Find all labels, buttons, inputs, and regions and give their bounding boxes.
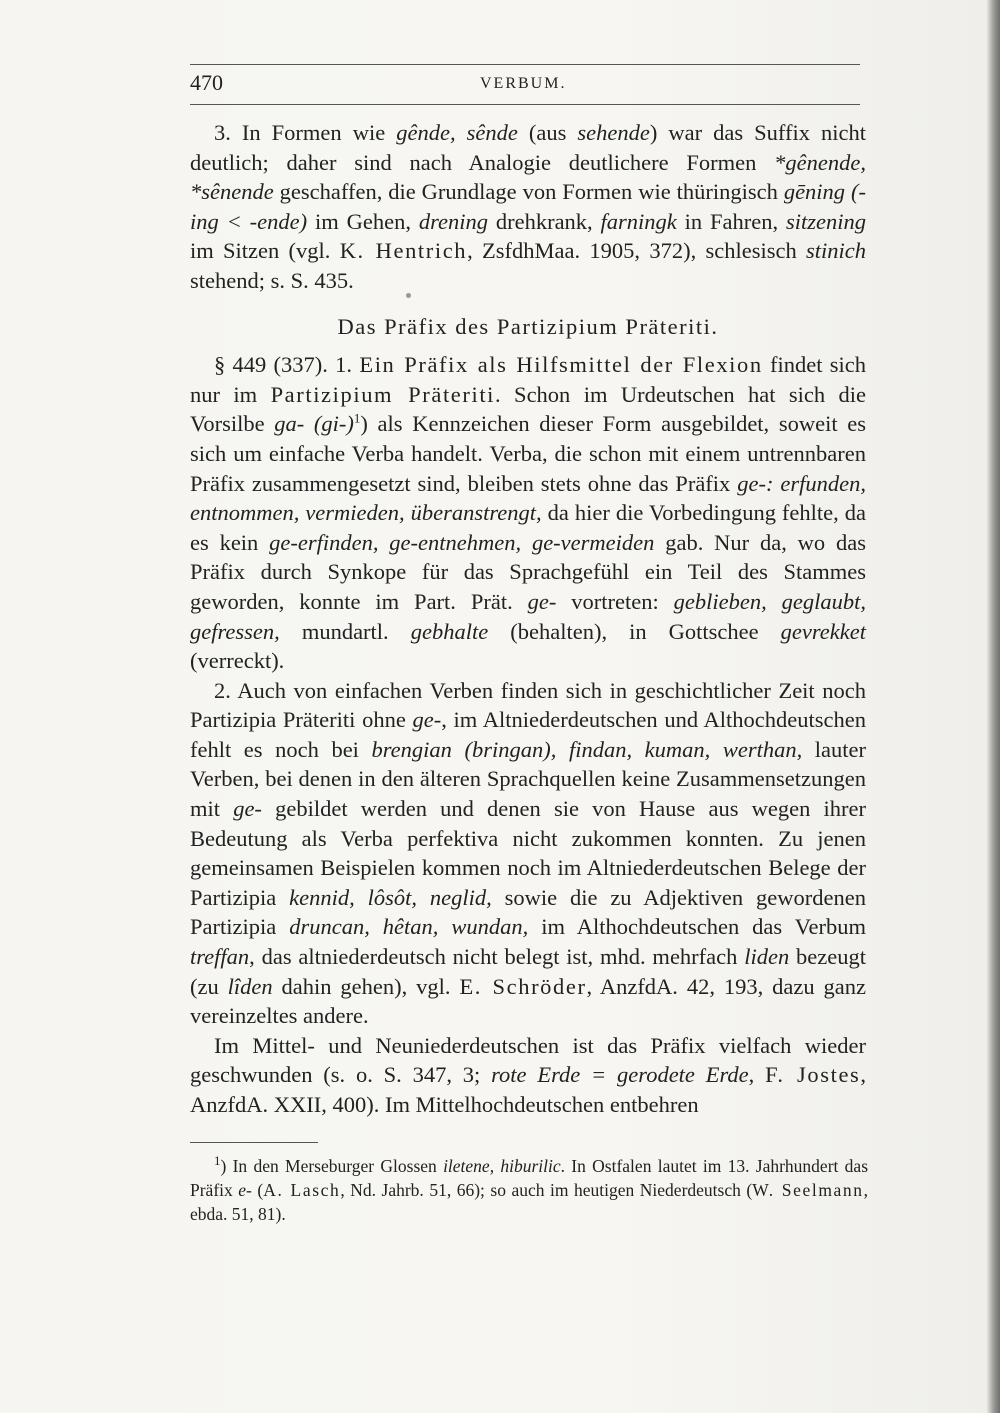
italic-term: drening xyxy=(418,208,488,234)
italic-term: liden xyxy=(744,944,790,970)
text-run: 3. xyxy=(214,120,231,145)
header-rule-bottom xyxy=(190,104,860,105)
text-run: stehend; s. S. 435. xyxy=(190,267,354,293)
text-run: , AnzfdA. XXII, 400). Im Mittelhochdeutschen entbehren xyxy=(190,1062,867,1117)
paragraph-point-2 xyxy=(190,676,866,1031)
italic-term: gēning (-ing < -ende) xyxy=(190,179,866,234)
italic-term: ge-: erfunden, entnommen, vermieden, überanstrengt, xyxy=(190,470,866,526)
paragraph-closing xyxy=(190,1031,866,1120)
text-run: , im Altniederdeutschen und Althochdeutschen fehlt es noch bei xyxy=(190,707,866,762)
text-run: bezeugt (zu xyxy=(190,944,866,999)
italic-term: ge- xyxy=(412,707,442,733)
italic-term: sehende xyxy=(577,120,650,145)
italic-term: *gênende, *sênende xyxy=(190,149,866,205)
text-run: In Formen wie xyxy=(230,120,397,145)
text-run: mundartl. xyxy=(279,618,411,644)
text-run: im Sitzen (vgl. xyxy=(190,238,340,264)
text-run: . Schon im Urdeutschen hat sich die Vorsilbe xyxy=(190,381,867,437)
text-run: , ZsfdhMaa. 1905, 372), schlesisch xyxy=(467,238,806,264)
text-run: § 449 (337). 1. xyxy=(214,352,360,378)
text-run: drehkrank, xyxy=(487,208,601,234)
spaced-author: E. Schröder xyxy=(459,973,587,999)
text-run: dahin gehen), vgl. xyxy=(272,973,460,999)
italic-term: gevrekket xyxy=(780,618,866,644)
footnote-mark: 1 xyxy=(214,1153,221,1169)
text-run: ) als Kennzeichen dieser Form ausgebildet, soweit es sich um einfache Verba handelt. Verba, die schon mit einem untrennbaren Präfix zusammengesetzt sind, bleiben stets ohne das Präfix xyxy=(190,411,866,496)
text-run: , das altniederdeutsch nicht belegt ist, mhd. mehrfach xyxy=(249,944,745,970)
italic-term: ge- xyxy=(233,796,262,822)
italic-term: ga- (gi-) xyxy=(274,411,354,437)
italic-term: treffan xyxy=(190,944,250,970)
text-run: , xyxy=(748,1062,766,1088)
text-run: in Fahren, xyxy=(676,208,786,234)
text-run: gab. Nur da, wo das Präfix durch Synkope für das Sprachgefühl ein Teil des Stammes geworden, konnte im Part. Prät. xyxy=(190,529,866,614)
italic-term: brengian (bringan), findan, kuman, werthan, xyxy=(371,736,803,762)
italic-term: ge-erfinden, ge-entnehmen, ge-vermeiden xyxy=(269,529,655,555)
text-run: gebildet werden und denen sie von Hause aus wegen ihrer Bedeutung als Verba perfektiva nicht zukommen konnten. Zu jenen gemeinsamen Beispielen kommen noch im Altniederdeutschen Belege der Partizipia xyxy=(190,796,866,910)
text-run: , Nd. Jahrb. 51, 66); so auch im heutigen Niederdeutsch ( xyxy=(340,1180,753,1200)
spaced-author: A. Lasch xyxy=(263,1180,341,1200)
spaced-emphasis: Partizipium Präteriti xyxy=(270,381,496,407)
text-run: (verreckt). xyxy=(190,648,285,674)
spaced-author: K. Hentrich xyxy=(339,238,468,264)
text-run: ) In den Merseburger Glossen xyxy=(220,1156,444,1176)
italic-term: iletene, hiburilic xyxy=(443,1156,561,1176)
running-title: VERBUM. xyxy=(480,75,567,92)
text-run: sowie die zu Adjektiven gewordenen Partizipia xyxy=(190,884,866,940)
footnote-reference: 1 xyxy=(353,410,361,426)
page-edge-shadow xyxy=(986,0,1000,1413)
italic-term: druncan, hêtan, wundan, xyxy=(289,914,529,940)
italic-term: sitzening xyxy=(785,208,866,234)
body-text xyxy=(190,118,866,1120)
spaced-author: W. Seelmann xyxy=(752,1180,864,1200)
italic-term: ge- xyxy=(527,588,557,614)
text-run: im Gehen, xyxy=(307,208,419,234)
text-run: ) war das Suffix nicht deutlich; daher sind nach Analogie deutlichere Formen xyxy=(190,120,866,175)
italic-term: rote Erde = gerodete Erde xyxy=(491,1062,749,1088)
footnote-1 xyxy=(190,1154,868,1226)
text-run: findet sich nur im xyxy=(190,352,866,407)
paragraph-point-3 xyxy=(190,118,866,296)
running-head xyxy=(190,64,860,108)
text-run: Im Mittel- und Neuniederdeutschen ist das Präfix vielfach wieder geschwunden (s. o. S. 347, 3; xyxy=(190,1032,866,1088)
italic-term: stinich xyxy=(805,238,866,264)
text-run: (behalten), in Gottschee xyxy=(488,618,781,644)
italic-term: lîden xyxy=(227,973,273,999)
page-number: 470 xyxy=(190,70,223,95)
text-run: 2. Auch von einfachen Verben finden sich in geschichtlicher Zeit noch Partizipia Präteriti ohne xyxy=(190,677,866,733)
header-rule-top xyxy=(190,64,860,65)
text-run: da hier die Vorbedingung fehlte, da es kein xyxy=(190,500,866,555)
italic-term: gebhalte xyxy=(410,618,489,644)
text-run: , ebda. 51, 81). xyxy=(190,1180,868,1224)
footnotes xyxy=(190,1154,868,1226)
text-run: , AnzfdA. 42, 193, dazu ganz vereinzeltes andere. xyxy=(190,973,866,1029)
section-heading: Das Präfix des Partizipium Präteriti. xyxy=(337,313,719,339)
italic-term: geblieben, geglaubt, gefressen, xyxy=(190,588,866,644)
paragraph-449 xyxy=(190,350,866,676)
italic-term: gênde, sênde xyxy=(396,120,518,145)
spaced-emphasis: Ein Präfix als Hilfsmittel der Flexion xyxy=(359,352,763,378)
text-run: im Althochdeutschen das Verbum xyxy=(528,914,866,940)
text-run: ( xyxy=(251,1180,264,1200)
text-run: geschaffen, die Grundlage von Formen wie thüringisch xyxy=(273,179,784,205)
italic-term: e- xyxy=(238,1180,252,1200)
italic-term: kennid, lôsôt, neglid, xyxy=(289,884,492,910)
print-speck xyxy=(406,293,411,298)
italic-term: farningk xyxy=(600,208,677,234)
footnote-rule xyxy=(190,1142,318,1143)
text-run: lauter Verben, bei denen in den älteren Sprachquellen keine Zusammensetzungen mit xyxy=(190,736,867,822)
spaced-author: F. Jostes xyxy=(765,1062,861,1088)
text-run: . In Ostfalen lautet im 13. Jahrhundert das Präfix xyxy=(190,1156,868,1200)
text-run: (aus xyxy=(517,120,578,145)
text-run: vortreten: xyxy=(556,588,674,614)
